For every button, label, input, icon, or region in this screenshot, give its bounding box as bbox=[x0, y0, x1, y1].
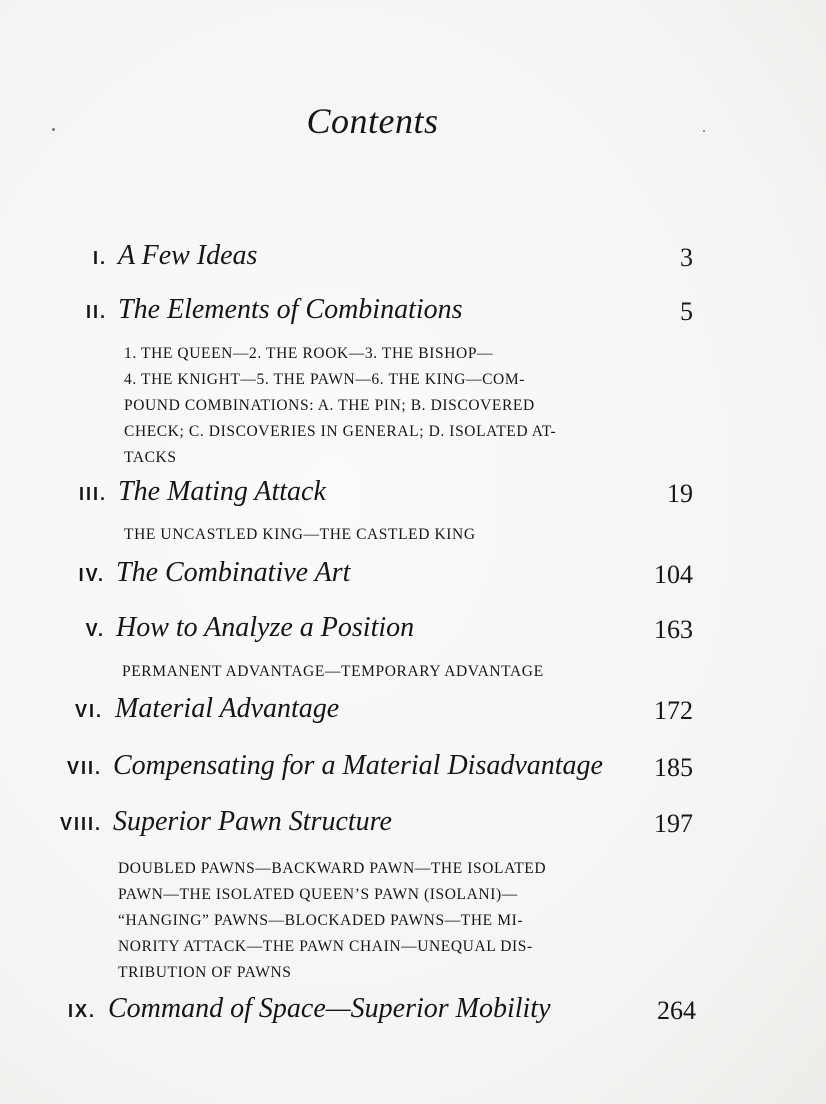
subtopic-line: THE UNCASTLED KING—THE CASTLED KING bbox=[124, 526, 476, 543]
toc-entry-9[interactable] bbox=[0, 993, 826, 1033]
subtopic-line: 1. THE QUEEN—2. THE ROOK—3. THE BISHOP— bbox=[124, 345, 494, 362]
chapter-number: IX. bbox=[67, 1001, 96, 1021]
chapter-subtopics bbox=[124, 522, 476, 548]
subtopic-line: PAWN—THE ISOLATED QUEEN’S PAWN (ISOLANI)— bbox=[118, 886, 518, 903]
chapter-title: The Combinative Art bbox=[116, 557, 351, 588]
chapter-number: VI. bbox=[74, 701, 103, 721]
subtopic-line: “HANGING” PAWNS—BLOCKADED PAWNS—THE MI- bbox=[118, 912, 524, 929]
page-title: Contents bbox=[306, 101, 439, 141]
toc-entry-5[interactable] bbox=[0, 612, 826, 652]
toc-entry-8[interactable] bbox=[0, 806, 826, 846]
chapter-subtopics bbox=[118, 856, 546, 986]
page-number: 104 bbox=[654, 560, 693, 589]
page-number: 197 bbox=[654, 809, 693, 838]
subtopic-line: NORITY ATTACK—THE PAWN CHAIN—UNEQUAL DIS- bbox=[118, 938, 533, 955]
chapter-number: IV. bbox=[78, 565, 105, 585]
page-number: 5 bbox=[680, 297, 693, 326]
subtopic-line: DOUBLED PAWNS—BACKWARD PAWN—THE ISOLATED bbox=[118, 860, 547, 877]
chapter-title: Compensating for a Material Disadvantage bbox=[113, 750, 603, 781]
subtopic-line: TRIBUTION OF PAWNS bbox=[118, 964, 292, 981]
chapter-number: III. bbox=[78, 484, 107, 504]
chapter-number: II. bbox=[85, 302, 107, 322]
subtopic-line: CHECK; C. DISCOVERIES IN GENERAL; D. ISOLATED AT- bbox=[124, 423, 557, 440]
chapter-number: V. bbox=[85, 620, 105, 640]
chapter-title: Command of Space—Superior Mobility bbox=[108, 993, 551, 1024]
chapter-title: The Elements of Combinations bbox=[118, 294, 463, 325]
page-number: 163 bbox=[654, 615, 693, 644]
chapter-title: How to Analyze a Position bbox=[116, 612, 415, 643]
subtopic-line: TACKS bbox=[124, 449, 177, 466]
page-number: 185 bbox=[654, 753, 693, 782]
chapter-number: VIII. bbox=[59, 814, 102, 834]
subtopic-line: 4. THE KNIGHT—5. THE PAWN—6. THE KING—COM- bbox=[124, 371, 525, 388]
toc-entry-4[interactable] bbox=[0, 557, 826, 597]
page-number: 3 bbox=[680, 243, 693, 272]
subtopic-line: PERMANENT ADVANTAGE—TEMPORARY ADVANTAGE bbox=[122, 663, 544, 680]
chapter-title: Superior Pawn Structure bbox=[113, 806, 392, 837]
chapter-subtopics bbox=[124, 341, 556, 471]
chapter-title: A Few Ideas bbox=[118, 240, 258, 271]
toc-entry-7[interactable] bbox=[0, 750, 826, 790]
chapter-subtopics bbox=[122, 659, 544, 685]
subtopic-line: POUND COMBINATIONS: A. THE PIN; B. DISCOVERED bbox=[124, 397, 535, 414]
toc-entry-6[interactable] bbox=[0, 693, 826, 733]
toc-entry-1[interactable] bbox=[0, 240, 826, 280]
page-number: 19 bbox=[667, 479, 693, 508]
chapter-number: VII. bbox=[66, 758, 102, 778]
chapter-title: The Mating Attack bbox=[118, 476, 326, 507]
toc-entry-2[interactable] bbox=[0, 294, 826, 334]
chapter-title: Material Advantage bbox=[115, 693, 340, 724]
page-number: 172 bbox=[654, 696, 693, 725]
chapter-number: I. bbox=[92, 248, 107, 268]
page-number: 264 bbox=[657, 996, 696, 1025]
toc-entry-3[interactable] bbox=[0, 476, 826, 516]
